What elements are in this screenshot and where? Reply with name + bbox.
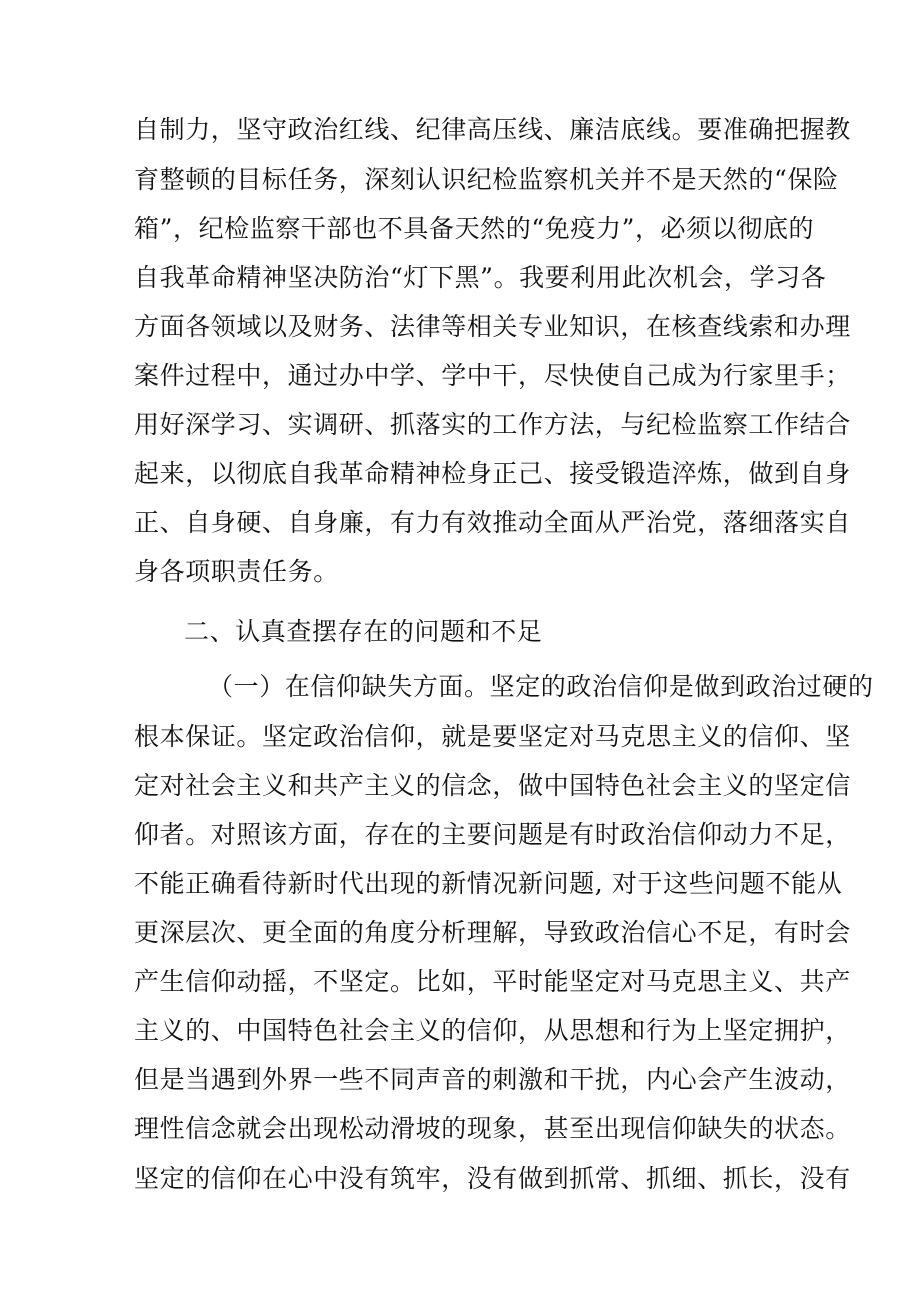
paragraph-2-line-3: 定对社会主义和共产主义的信念，做中国特色社会主义的坚定信	[134, 771, 851, 800]
paragraph-1-line-8: 起来，以彻底自我革命精神检身正己、接受锻造淬炼，做到自身	[134, 459, 851, 488]
paragraph-1-line-7: 用好深学习、实调研、抓落实的工作方法，与纪检监察工作结合	[134, 410, 851, 439]
paragraph-2-line-7: 产生信仰动摇，不坚定。比如，平时能坚定对马克思主义、共产	[134, 967, 851, 996]
paragraph-2-line-10: 理性信念就会出现松动滑坡的现象，甚至出现信仰缺失的状态。	[134, 1114, 851, 1143]
paragraph-2-line-1: （一）在信仰缺失方面。坚定的政治信仰是做到政治过硬的	[208, 672, 874, 701]
paragraph-1-line-10: 身各项职责任务。	[134, 557, 339, 586]
paragraph-2-line-4: 仰者。对照该方面，存在的主要问题是有时政治信仰动力不足，	[134, 820, 851, 849]
paragraph-1-line-1: 自制力，坚守政治红线、纪律高压线、廉洁底线。要准确把握教	[134, 115, 851, 144]
paragraph-1-line-4: 自我革命精神坚决防治“灯下黑”。我要利用此次机会，学习各	[134, 263, 827, 292]
paragraph-2-line-11: 坚定的信仰在心中没有筑牢，没有做到抓常、抓细、抓长，没有	[134, 1164, 851, 1193]
section-heading: 二、认真查摆存在的问题和不足	[184, 617, 543, 646]
paragraph-1-line-2: 育整顿的目标任务，深刻认识纪检监察机关并不是天然的“保险	[134, 165, 839, 194]
paragraph-2-line-9: 但是当遇到外界一些不同声音的刺激和干扰，内心会产生波动，	[134, 1065, 851, 1094]
paragraph-1-line-5: 方面各领域以及财务、法律等相关专业知识，在核查线索和办理	[134, 312, 851, 341]
paragraph-1-line-3: 箱”，纪检监察干部也不具备天然的“免疫力”，必须以彻底的	[134, 214, 815, 243]
paragraph-2-line-5: 不能正确看待新时代出现的新情况新问题, 对于这些问题不能从	[134, 869, 843, 898]
paragraph-1-line-9: 正、自身硬、自身廉，有力有效推动全面从严治党，落细落实自	[134, 508, 851, 537]
paragraph-2-line-6: 更深层次、更全面的角度分析理解，导致政治信心不足，有时会	[134, 918, 851, 947]
paragraph-2-line-8: 主义的、中国特色社会主义的信仰，从思想和行为上坚定拥护，	[134, 1016, 851, 1045]
paragraph-1-line-6: 案件过程中，通过办中学、学中干，尽快使自己成为行家里手；	[134, 361, 851, 390]
paragraph-2-line-2: 根本保证。坚定政治信仰，就是要坚定对马克思主义的信仰、坚	[134, 722, 851, 751]
